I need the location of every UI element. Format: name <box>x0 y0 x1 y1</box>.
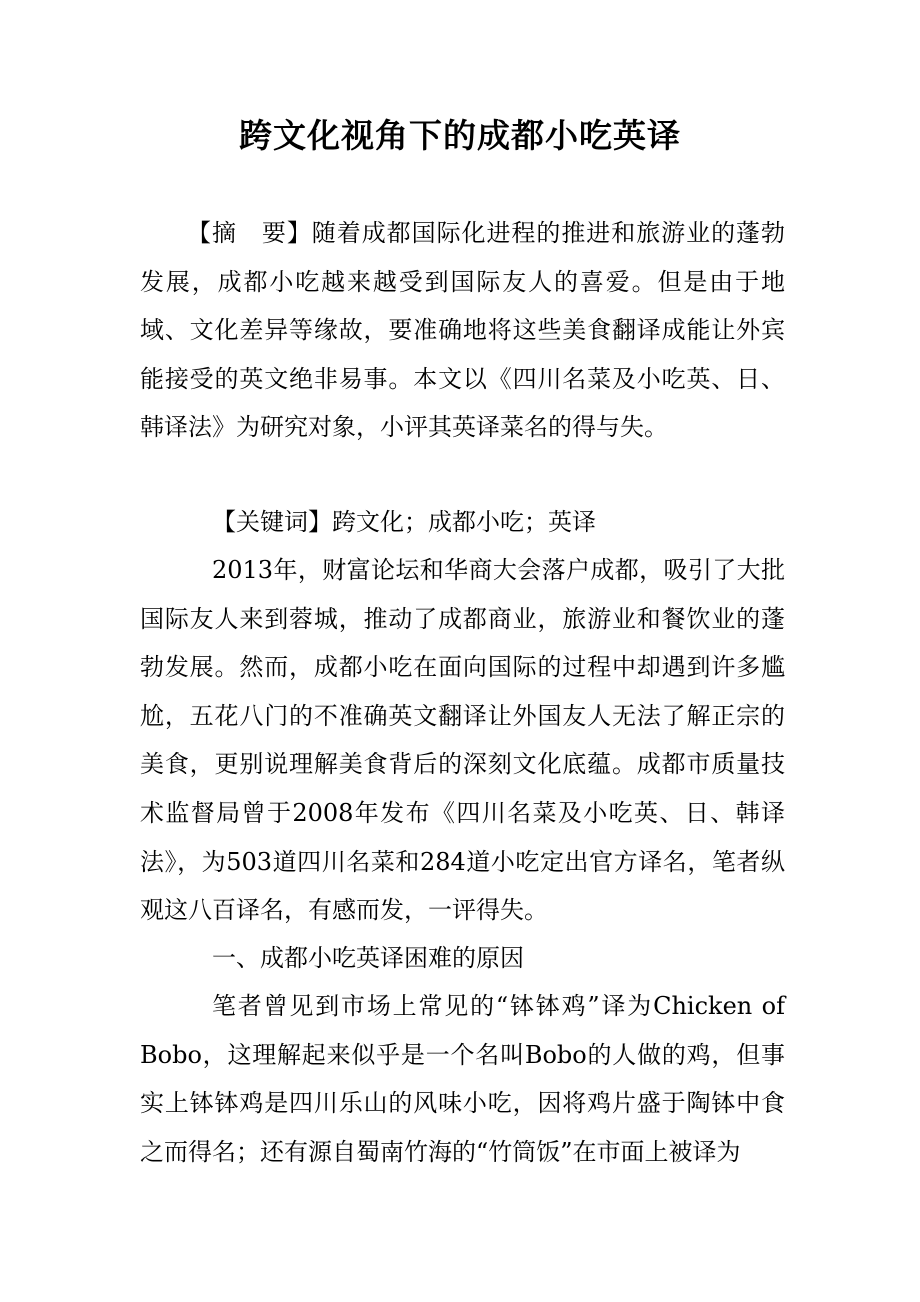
keywords-line: 【关键词】跨文化；成都小吃；英译 <box>212 508 596 536</box>
body-paragraph: 笔者曾见到市场上常见的“钵钵鸡”译为Chicken of Bobo，这理解起来似乎是一个名叫Bobo的人做的鸡，但事实上钵钵鸡是四川乐山的风味小吃，因将鸡片盛于陶钵中食之而得名；还有源自蜀南竹海的“竹筒饭”在市面上被译为 <box>140 992 785 1166</box>
body-paragraph: 2013年，财富论坛和华商大会落户成都，吸引了大批国际友人来到蓉城，推动了成都商业，旅游业和餐饮业的蓬勃发展。然而，成都小吃在面向国际的过程中却遇到许多尴尬，五花八门的不准确英文翻译让外国友人无法了解正宗的美食，更别说理解美食背后的深刻文化底蕴。成都市质量技术监督局曾于2008年发布《四川名菜及小吃英、日、韩译法》，为503道四川名菜和284道小吃定出官方译名，笔者纵观这八百译名，有感而发，一评得失。 <box>140 556 785 925</box>
document-title: 跨文化视角下的成都小吃英译 <box>239 116 681 155</box>
abstract-paragraph: 【摘 要】随着成都国际化进程的推进和旅游业的蓬勃发展，成都小吃越来越受到国际友人的喜爱。但是由于地域、文化差异等缘故，要准确地将这些美食翻译成能让外宾能接受的英文绝非易事。本文以《四川名菜及小吃英、日、韩译法》为研究对象，小评其英译菜名的得与失。 <box>140 219 785 442</box>
section-heading: 一、成都小吃英译困难的原因 <box>212 944 524 972</box>
